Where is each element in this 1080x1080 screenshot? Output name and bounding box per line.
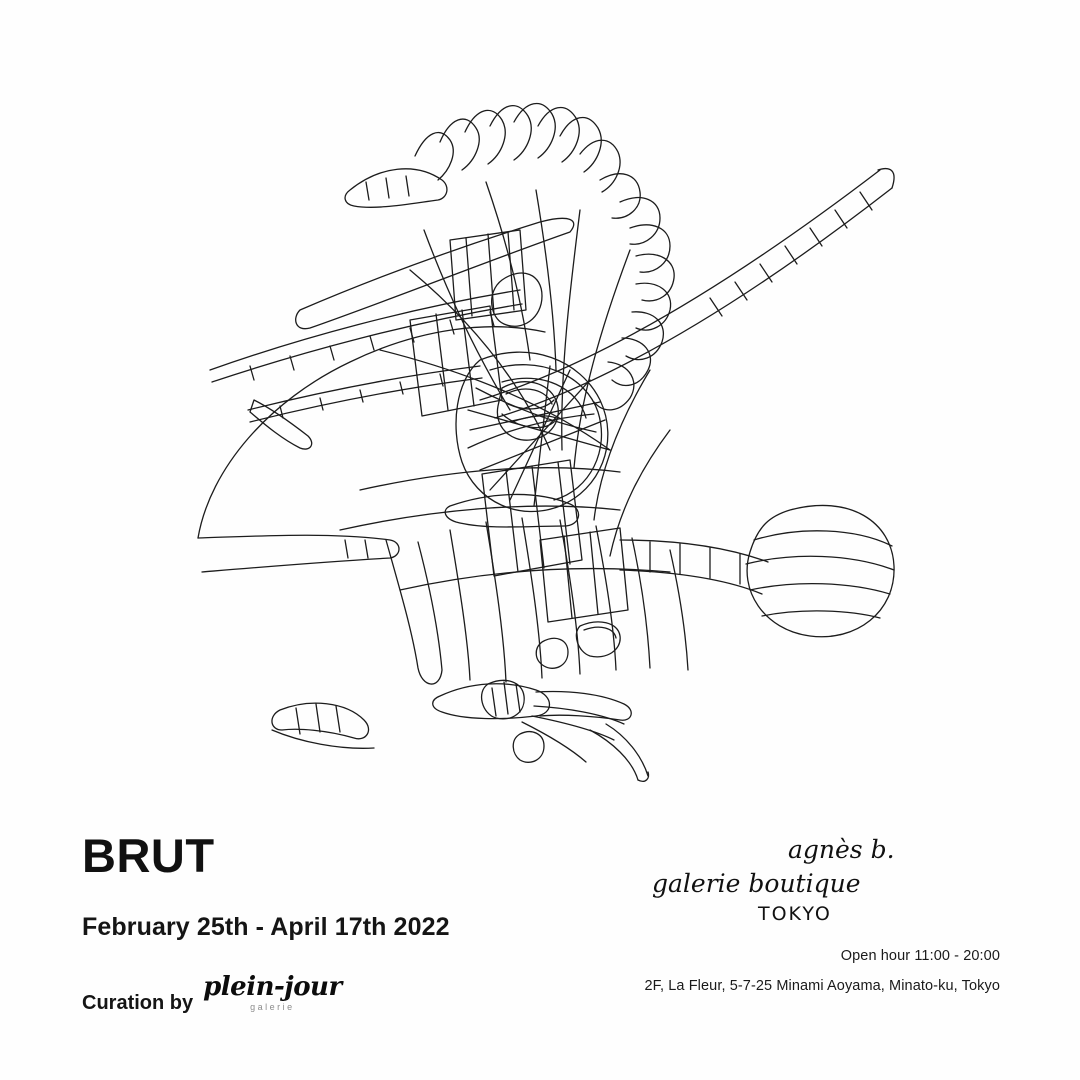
artwork-image	[150, 70, 940, 790]
curation-credit	[82, 974, 602, 1014]
page-title: BRUT	[82, 829, 215, 882]
curator-subtitle: galerie	[250, 1002, 295, 1012]
curation-label: Curation by	[82, 992, 194, 1014]
venue-info	[580, 830, 1000, 994]
gallery-logo	[580, 830, 1000, 926]
brand-line-1: agnès b.	[788, 835, 895, 864]
artwork-strokes	[198, 104, 894, 782]
venue-address: 2F, La Fleur, 5-7-25 Minami Aoyama, Minato-ku, Tokyo	[644, 978, 1000, 994]
curator-logo	[203, 974, 342, 1014]
brand-line-3: TOKYO	[758, 903, 832, 925]
exhibition-dates: February 25th - April 17th 2022	[82, 913, 450, 941]
curator-name: plein-jour	[203, 972, 342, 1002]
open-hours: Open hour 11:00 - 20:00	[840, 948, 1000, 964]
brand-line-2: galerie boutique	[652, 869, 861, 898]
exhibition-info	[82, 829, 602, 1014]
